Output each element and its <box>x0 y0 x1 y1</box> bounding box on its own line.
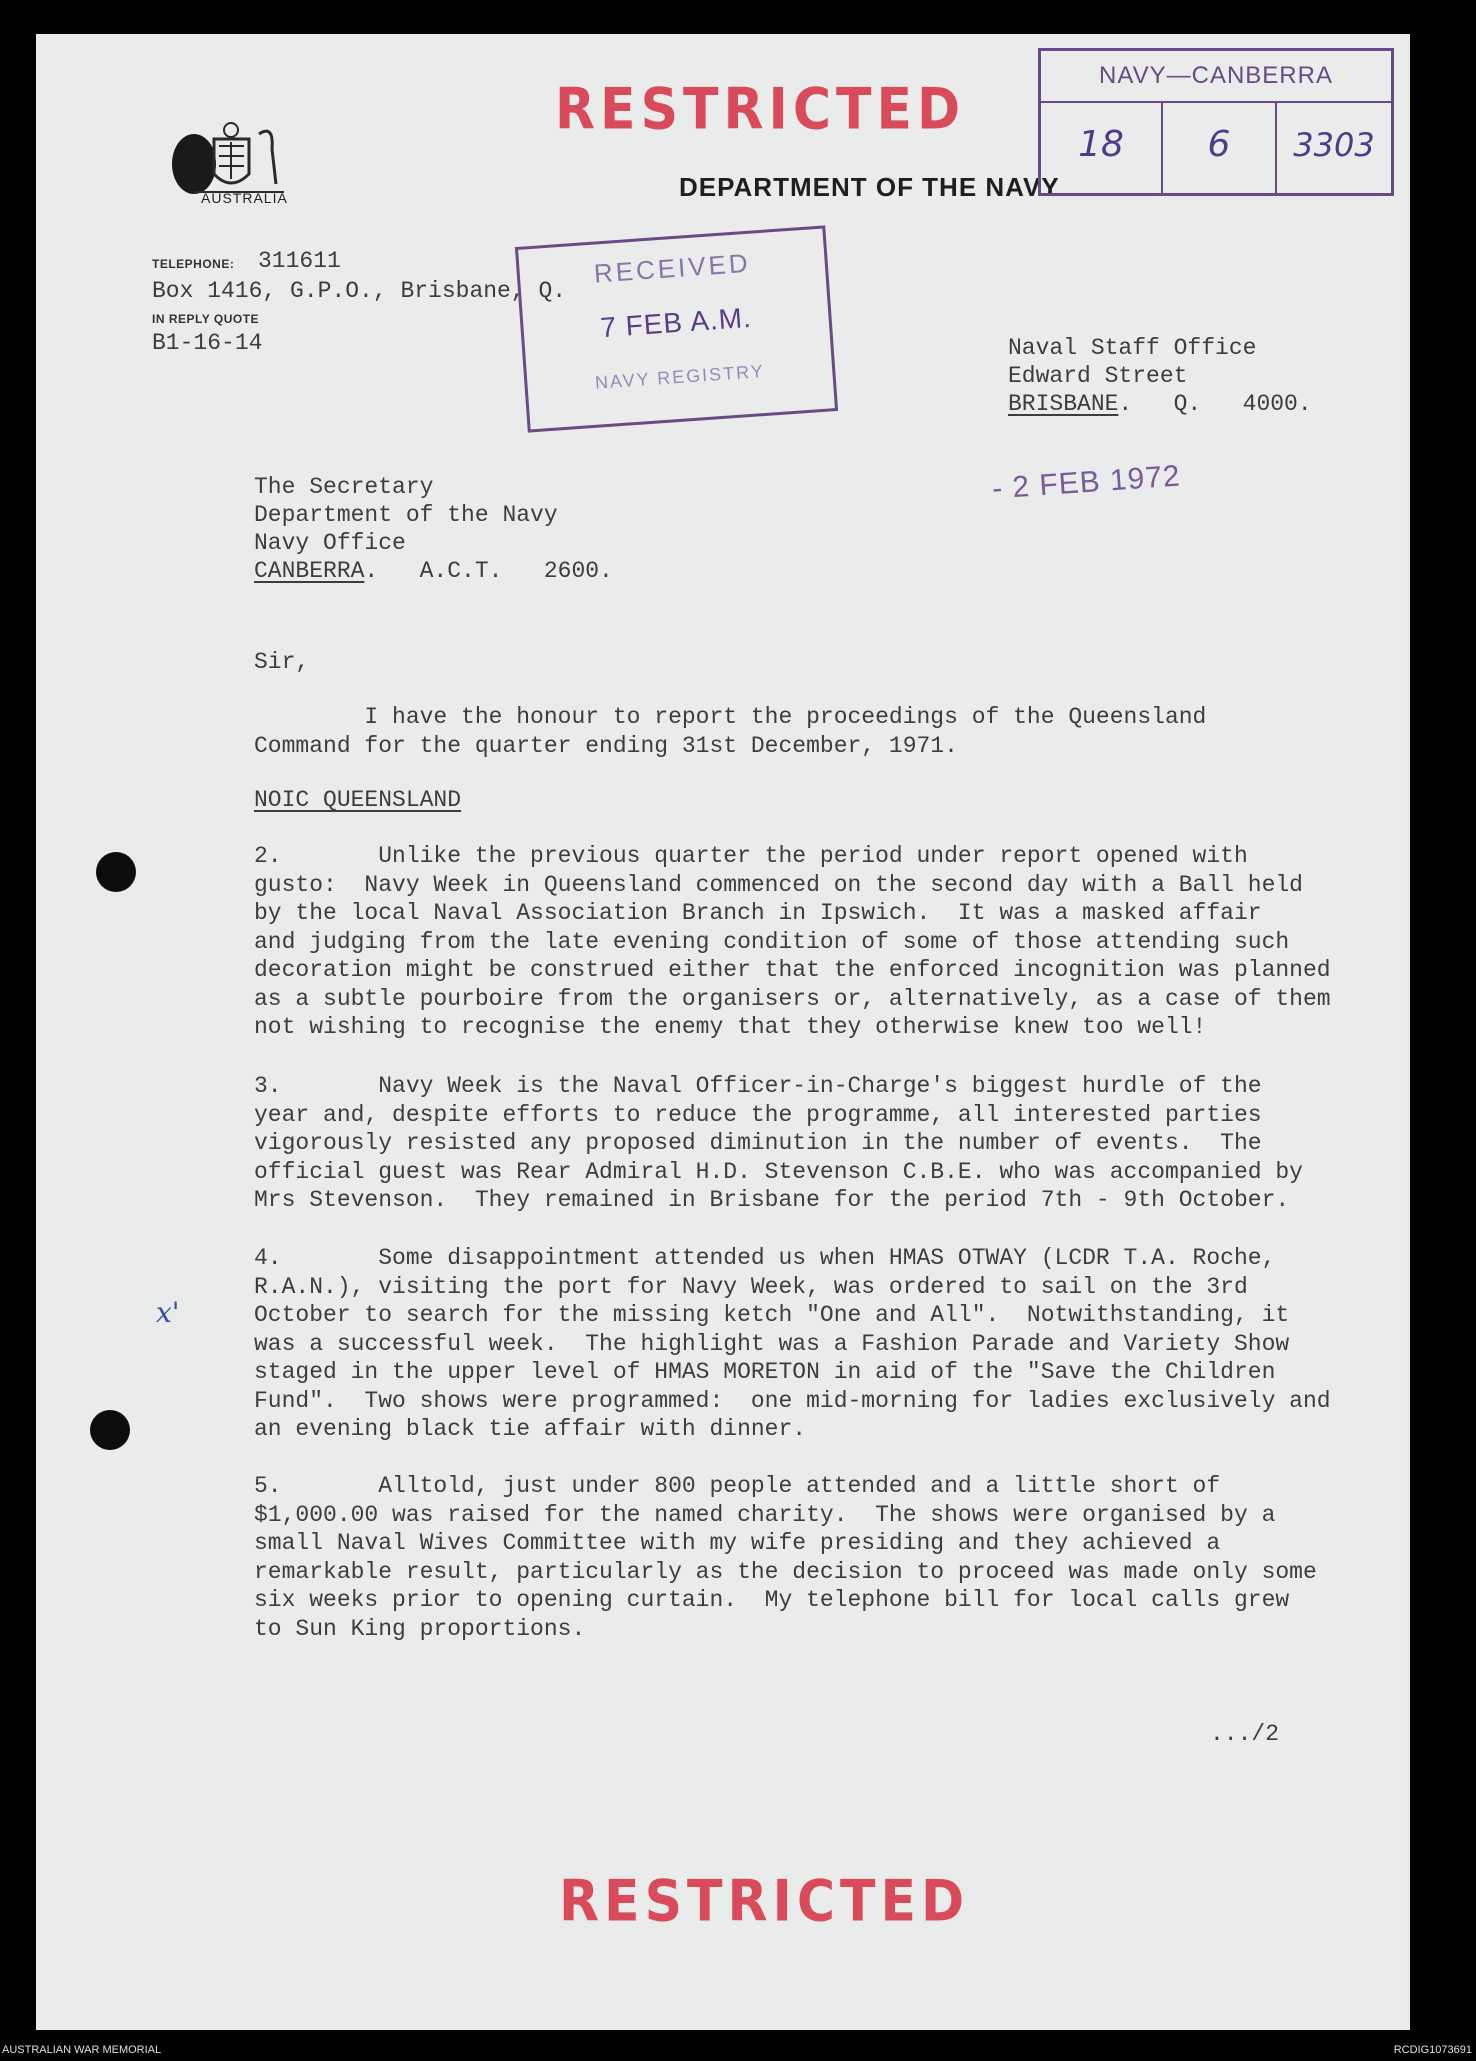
punch-hole-top <box>96 852 136 892</box>
recipient-city: CANBERRA <box>254 558 365 584</box>
crest-label: AUSTRALIA <box>201 190 288 206</box>
paragraph-2: 2. Unlike the previous quarter the period under report opened with gusto: Navy Week in Queensland commenced on the second day with a Ball held by the local Naval Association Branch in Ipswich. It was a masked affair and judging from the late evening condition of some of those attending such decoration might be construed either that the enforced incognition was planned as a subtle pourboire from the organisers or, alternatively, as a case of them not wishing to recognise the enemy that they otherwise knew too well! <box>254 843 1331 1040</box>
punch-hole-bottom <box>90 1410 130 1450</box>
paragraph-5: 5. Alltold, just under 800 people attended and a little short of $1,000.00 was raised for the named charity. The shows were organised by a small Naval Wives Committee with my wife presiding and they achieved a remarkable result, particularly as the decision to proceed was made only some six weeks prior to opening curtain. My telephone bill for local calls grew to Sun King proportions. <box>254 1473 1317 1642</box>
footer-source: AUSTRALIAN WAR MEMORIAL <box>2 2044 162 2056</box>
navy-canberra-stamp <box>1038 48 1394 196</box>
classification-bottom: RESTRICTED <box>559 1869 970 1935</box>
department-title: DEPARTMENT OF THE NAVY <box>679 172 1060 202</box>
section-heading: NOIC QUEENSLAND <box>254 787 462 813</box>
margin-note: x' <box>156 1296 180 1329</box>
telephone-number: 311611 <box>258 248 341 274</box>
sender-city: BRISBANE <box>1008 391 1119 417</box>
sender-address-line3 <box>1008 390 1312 419</box>
telephone-label: TELEPHONE: <box>152 257 235 271</box>
reply-label: IN REPLY QUOTE <box>152 312 260 326</box>
navy-stamp-cell-1: 18 <box>1078 124 1124 165</box>
navy-stamp-title: NAVY—CANBERRA <box>1041 51 1391 103</box>
box-address: Box 1416, G.P.O., Brisbane, Q. <box>152 278 567 304</box>
recipient-line3: Navy Office <box>254 530 406 556</box>
recipient-line4 <box>254 557 613 586</box>
navy-stamp-cell-2: 6 <box>1207 124 1231 165</box>
reference-number: B1-16-14 <box>152 330 263 356</box>
date-stamp: - 2 FEB 1972 <box>991 459 1182 506</box>
continuation-marker: .../2 <box>1210 1721 1280 1747</box>
received-stamp-date: 7 FEB A.M. <box>599 301 753 344</box>
received-stamp-line1: RECEIVED <box>592 247 752 289</box>
recipient-line1: The Secretary <box>254 474 434 500</box>
received-stamp-line3: NAVY REGISTRY <box>594 360 766 393</box>
classification-top: RESTRICTED <box>555 77 966 143</box>
received-stamp <box>515 225 838 432</box>
paragraph-3: 3. Navy Week is the Naval Officer-in-Charge's biggest hurdle of the year and, despite efforts to reduce the programme, all interested parties vigorously resisted any proposed diminution in the number of events. The official guest was Rear Admiral H.D. Stevenson C.B.E. who was accompanied by Mrs Stevenson. They remained in Brisbane for the period 7th - 9th October. <box>254 1073 1303 1213</box>
footer-id: RCDIG1073691 <box>1393 2044 1472 2056</box>
salutation: Sir, <box>254 649 310 675</box>
navy-stamp-cell-3: 3303 <box>1293 126 1375 164</box>
document-page <box>36 34 1410 2030</box>
recipient-postcode: . A.C.T. 2600. <box>364 558 613 584</box>
sender-address-line1: Naval Staff Office <box>1008 335 1257 361</box>
sender-address-line2: Edward Street <box>1008 363 1188 389</box>
recipient-line2: Department of the Navy <box>254 502 558 528</box>
sender-postcode: . Q. 4000. <box>1118 391 1312 417</box>
intro-paragraph: I have the honour to report the proceedings of the Queensland Command for the quarter ending 31st December, 1971. <box>254 704 1207 759</box>
paragraph-4: 4. Some disappointment attended us when HMAS OTWAY (LCDR T.A. Roche, R.A.N.), visiting the port for Navy Week, was ordered to sail on the 3rd October to search for the missing ketch "One and All". Notwithstanding, it was a successful week. The highlight was a Fashion Parade and Variety Show staged in the upper level of HMAS MORETON in aid of the "Save the Children Fund". Two shows were programmed: one mid-morning for ladies exclusively and an evening black tie affair with dinner. <box>254 1245 1331 1442</box>
